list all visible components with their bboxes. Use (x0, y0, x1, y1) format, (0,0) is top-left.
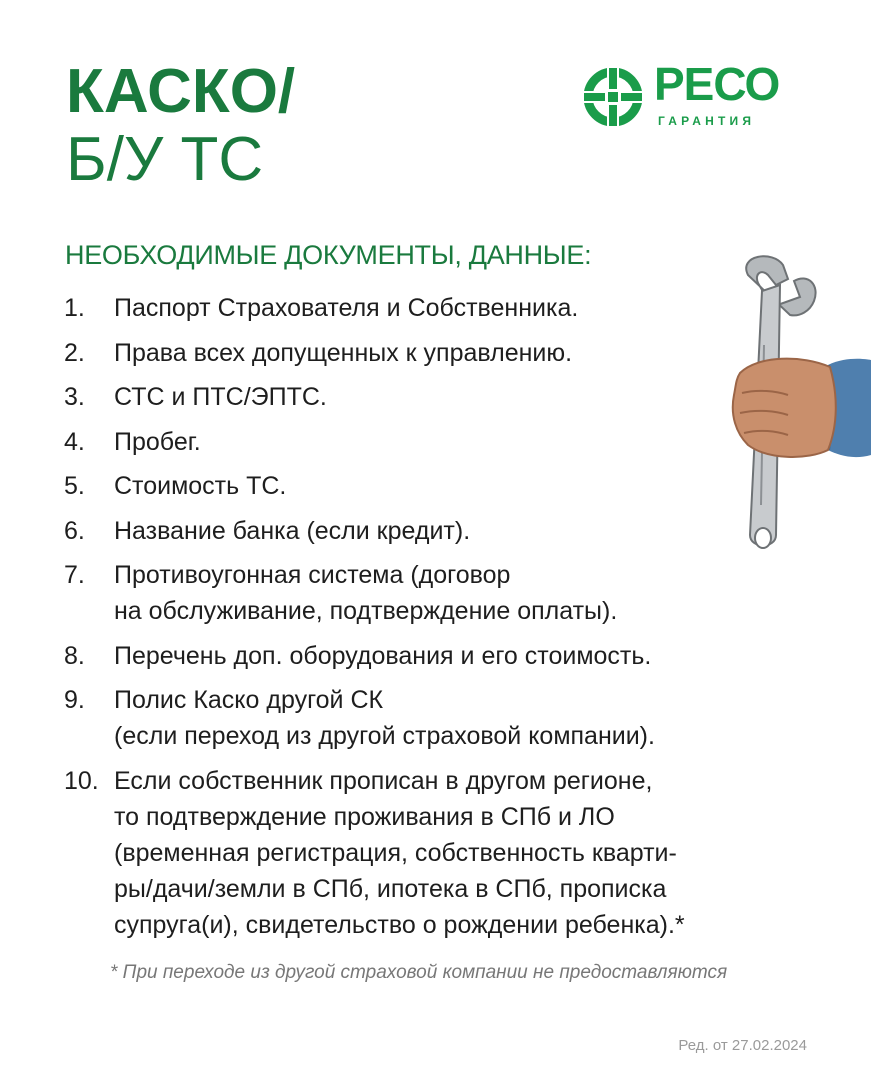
edition-date: Ред. от 27.02.2024 (678, 1037, 807, 1054)
list-item-text: Если собственник прописан в другом регионе, (114, 766, 653, 795)
footnote: * При переходе из другой страховой компании не предоставляются (110, 962, 728, 983)
list-item-number: 9. (64, 686, 85, 714)
hand-with-wrench-icon (728, 255, 871, 555)
documents-list (64, 290, 764, 951)
list-item-text: Название банка (если кредит). (114, 516, 471, 545)
list-item-text: Стоимость ТС. (114, 472, 287, 500)
documents-heading: НЕОБХОДИМЫЕ ДОКУМЕНТЫ, ДАННЫЕ: (65, 240, 592, 270)
list-item-text: Противоугонная система (договор (114, 561, 511, 589)
list-item-text: супруга(и), свидетельство о рождении ребенка).* (114, 910, 685, 939)
list-item-text: Пробег. (114, 427, 201, 456)
logo-brand-name: РЕСО (654, 58, 780, 110)
list-item-text: на обслуживание, подтверждение оплаты). (114, 597, 618, 625)
list-item (64, 379, 764, 415)
list-item-text: СТС и ПТС/ЭПТС. (114, 383, 327, 411)
list-item-number: 5. (64, 472, 85, 500)
list-item-text: Перечень доп. оборудования и его стоимость. (114, 641, 652, 670)
title-line-1: КАСКО/ (66, 57, 296, 126)
reso-cross-logo-icon (580, 64, 646, 130)
list-item-number: 6. (64, 516, 85, 545)
list-item-number: 4. (64, 427, 85, 456)
list-item (64, 290, 764, 326)
list-item-text: Права всех допущенных к управлению. (114, 338, 573, 367)
list-item-number: 1. (64, 294, 85, 322)
list-item (64, 335, 764, 371)
list-item-number: 2. (64, 338, 85, 367)
list-item-text: (временная регистрация, собственность кварти- (114, 838, 677, 867)
list-item-text: Полис Каско другой СК (114, 686, 384, 714)
list-item (64, 513, 764, 549)
list-item-number: 8. (64, 641, 85, 670)
list-item (64, 638, 764, 674)
title-line-2: Б/У ТС (66, 125, 264, 194)
list-item-text: ры/дачи/земли в СПб, ипотека в СПб, прописка (114, 874, 667, 903)
list-item-number: 7. (64, 561, 85, 589)
list-item (64, 682, 764, 754)
reso-logo (580, 58, 810, 134)
list-item-text: то подтверждение проживания в СПб и ЛО (114, 802, 615, 831)
list-item-text: (если переход из другой страховой компании). (114, 722, 655, 750)
list-item (64, 468, 764, 504)
list-item (64, 424, 764, 460)
list-item (64, 763, 764, 943)
logo-subtitle: ГАРАНТИЯ (658, 114, 756, 128)
page-title (66, 58, 295, 194)
list-item-number: 10. (64, 766, 99, 795)
list-item-text: Паспорт Страхователя и Собственника. (114, 294, 579, 322)
list-item-number: 3. (64, 383, 85, 411)
list-item (64, 557, 764, 629)
